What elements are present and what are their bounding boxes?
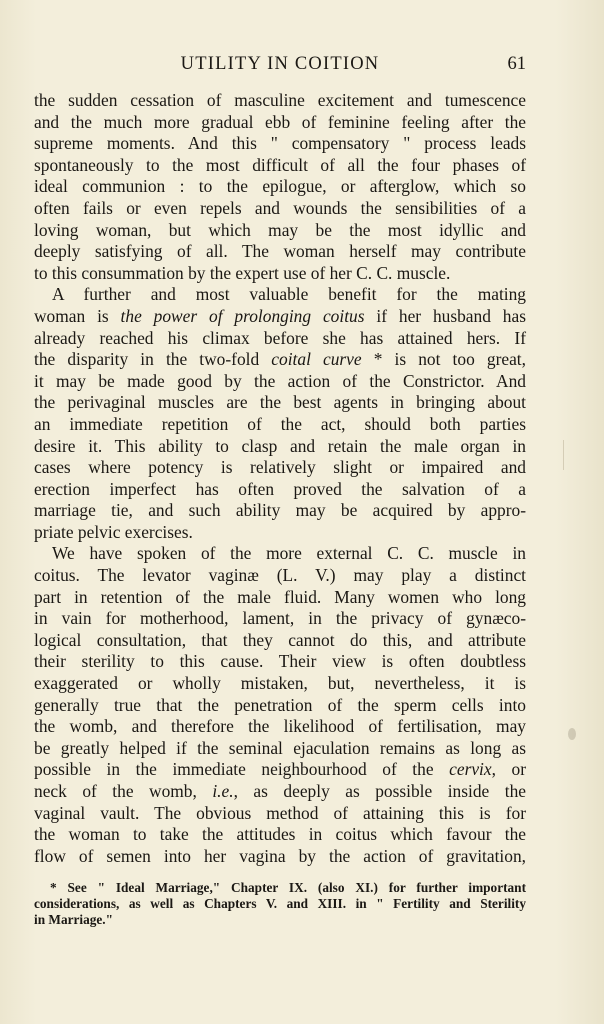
text-line: part in retention of the male fluid. Many women who long	[34, 586, 526, 607]
text-line: to this consummation by the expert use of her C. C. muscle.	[34, 262, 451, 283]
text-line	[34, 759, 526, 781]
text-line: generally true that the penetration of the sperm cells into	[34, 694, 526, 715]
italic-phrase: i.e.	[212, 781, 234, 801]
text-line: coitus. The levator vaginæ (L. V.) may play a distinct	[34, 565, 526, 586]
text-run: woman is	[34, 305, 121, 326]
text-run: , as deeply as possible inside the	[233, 781, 526, 801]
text-line: flow of semen into her vagina by the action of gravitation,	[34, 845, 526, 866]
text-line: the woman to take the attitudes in coitus which favour the	[34, 824, 526, 845]
text-line: loving woman, but which may be the most idyllic and	[34, 219, 526, 240]
text-line: their sterility to this cause. Their view is often doubtless	[34, 651, 526, 672]
text-line: priate pelvic exercises.	[34, 521, 193, 542]
text-line: already reached his climax before she has attained hers. If	[34, 327, 526, 348]
text-line: an immediate repetition of the act, should both parties	[34, 413, 526, 434]
footnote	[34, 880, 526, 928]
text-line: spontaneously to the most difficult of all the four phases of	[34, 154, 526, 175]
text-line: ideal communion : to the epilogue, or afterglow, which so	[34, 176, 526, 197]
italic-phrase: the power of prolonging coitus	[120, 305, 365, 326]
text-line: the sudden cessation of masculine excitement and tumescence	[34, 90, 526, 110]
text-line: erection imperfect has often proved the salvation of a	[34, 478, 526, 499]
italic-phrase: coital curve	[271, 349, 362, 370]
page-edge-mark	[563, 440, 574, 470]
text-line	[34, 781, 526, 803]
page-header	[34, 54, 526, 80]
text-line: vaginal vault. The obvious method of attaining this is for	[34, 802, 526, 823]
footnote-reference: * is not too great,	[361, 349, 526, 370]
paper-speck	[568, 728, 576, 740]
footnote-line: in Marriage."	[34, 912, 114, 927]
text-line: be greatly helped if the seminal ejaculation remains as long as	[34, 737, 526, 758]
text-line: desire it. This ability to clasp and retain the male organ in	[34, 435, 526, 456]
text-line	[34, 306, 526, 328]
text-run: possible in the immediate neighbourhood of the	[34, 759, 450, 780]
text-line: often fails or even repels and wounds the sensibilities of a	[34, 197, 526, 218]
text-line: A further and most valuable benefit for the mating	[52, 284, 526, 305]
text-line: the perivaginal muscles are the best agents in bringing about	[34, 392, 526, 413]
text-line: deeply satisfying of all. The woman herself may contribute	[34, 241, 526, 262]
text-line: exaggerated or wholly mistaken, but, nevertheless, it is	[34, 673, 526, 694]
text-run: , or	[491, 759, 527, 780]
text-run: neck of the womb,	[34, 781, 213, 801]
text-line: logical consultation, that they cannot do this, and attribute	[34, 629, 526, 650]
page-number: 61	[507, 54, 526, 74]
footnote-line: considerations, as well as Chapters V. and XIII. in " Fertility and Sterility	[34, 896, 526, 911]
italic-phrase: cervix	[449, 759, 492, 780]
text-line: cases where potency is relatively slight or impaired and	[34, 457, 526, 478]
text-run: if her husband has	[364, 305, 526, 326]
text-line: supreme moments. And this " compensatory " process leads	[34, 133, 526, 154]
text-line: marriage tie, and such ability may be acquired by appro-	[34, 500, 526, 521]
text-line: the womb, and therefore the likelihood of fertilisation, may	[34, 716, 526, 737]
running-title: UTILITY IN COITION	[180, 54, 380, 74]
text-line	[34, 349, 526, 371]
text-line: and the much more gradual ebb of feminine feeling after the	[34, 111, 526, 132]
text-line: it may be made good by the action of the Constrictor. And	[34, 370, 526, 391]
body-text	[34, 90, 526, 867]
text-run: the disparity in the two-fold	[34, 349, 272, 370]
text-line: in vain for motherhood, lament, in the privacy of gynæco-	[34, 608, 526, 629]
text-line: We have spoken of the more external C. C. muscle in	[52, 543, 526, 564]
footnote-line: * See " Ideal Marriage," Chapter IX. (also XI.) for further important	[50, 880, 526, 895]
